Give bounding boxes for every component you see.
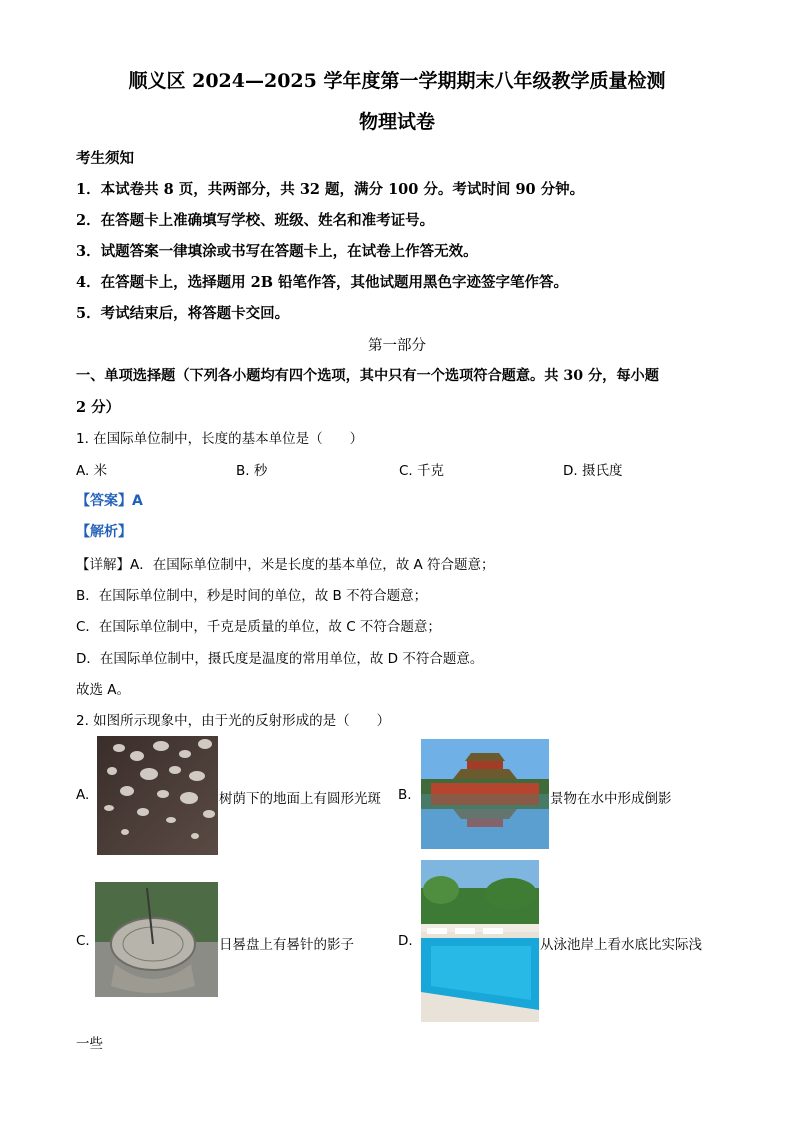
section-heading: 一、单项选择题（下列各小题均有四个选项，其中只有一个选项符合题意。共 30 分，每小题 bbox=[76, 368, 659, 384]
notice-heading: 考生须知 bbox=[76, 150, 134, 167]
notice-item: 4．在答题卡上，选择题用 2B 铅笔作答，其他试题用黑色字迹签字笔作答。 bbox=[76, 274, 569, 291]
dappled-light-image bbox=[97, 736, 218, 855]
conclusion: 故选 A。 bbox=[76, 682, 131, 698]
option-text-c: 日晷盘上有晷针的影子 bbox=[219, 937, 354, 953]
option-c: C. 千克 bbox=[399, 463, 445, 479]
detail-line: C．在国际单位制中，千克是质量的单位，故 C 不符合题意； bbox=[76, 619, 441, 635]
answer-label: 【答案】A bbox=[76, 493, 143, 509]
option-b: B. 秒 bbox=[236, 463, 268, 479]
option-letter-a: A. bbox=[76, 787, 90, 803]
option-text-continuation: 一些 bbox=[76, 1036, 103, 1052]
question-stem: 2. 如图所示现象中，由于光的反射形成的是（ ） bbox=[76, 713, 391, 729]
detail-line: B．在国际单位制中，秒是时间的单位，故 B 不符合题意； bbox=[76, 588, 428, 604]
detail-line: 【详解】A．在国际单位制中，米是长度的基本单位，故 A 符合题意； bbox=[76, 557, 495, 573]
part-label: 第一部分 bbox=[368, 338, 426, 354]
analysis-label: 【解析】 bbox=[76, 524, 132, 540]
option-letter-c: C. bbox=[76, 933, 90, 949]
option-text-a: 树荫下的地面上有圆形光斑 bbox=[219, 791, 381, 807]
option-letter-d: D. bbox=[398, 933, 413, 949]
page-subtitle: 物理试卷 bbox=[358, 111, 435, 133]
option-text-d: 从泳池岸上看水底比实际浅 bbox=[540, 937, 702, 953]
page-title: 顺义区 2024—2025 学年度第一学期期末八年级教学质量检测 bbox=[128, 70, 666, 92]
notice-item: 5．考试结束后，将答题卡交回。 bbox=[76, 305, 290, 322]
notice-item: 1．本试卷共 8 页，共两部分，共 32 题，满分 100 分。考试时间 90 分钟。 bbox=[76, 181, 585, 198]
notice-item: 3．试题答案一律填涂或书写在答题卡上，在试卷上作答无效。 bbox=[76, 243, 478, 260]
section-heading-cont: 2 分） bbox=[76, 399, 121, 416]
notice-item: 2．在答题卡上准确填写学校、班级、姓名和准考证号。 bbox=[76, 212, 435, 229]
swimming-pool-image bbox=[421, 860, 539, 1022]
option-a: A. 米 bbox=[76, 463, 108, 479]
question-stem: 1. 在国际单位制中，长度的基本单位是（ ） bbox=[76, 431, 364, 447]
option-text-b: 景物在水中形成倒影 bbox=[550, 791, 672, 807]
water-reflection-image bbox=[421, 739, 549, 849]
sundial-image bbox=[95, 882, 218, 997]
option-d: D. 摄氏度 bbox=[563, 463, 623, 479]
option-letter-b: B. bbox=[398, 787, 412, 803]
detail-line: D．在国际单位制中，摄氏度是温度的常用单位，故 D 不符合题意。 bbox=[76, 651, 484, 667]
